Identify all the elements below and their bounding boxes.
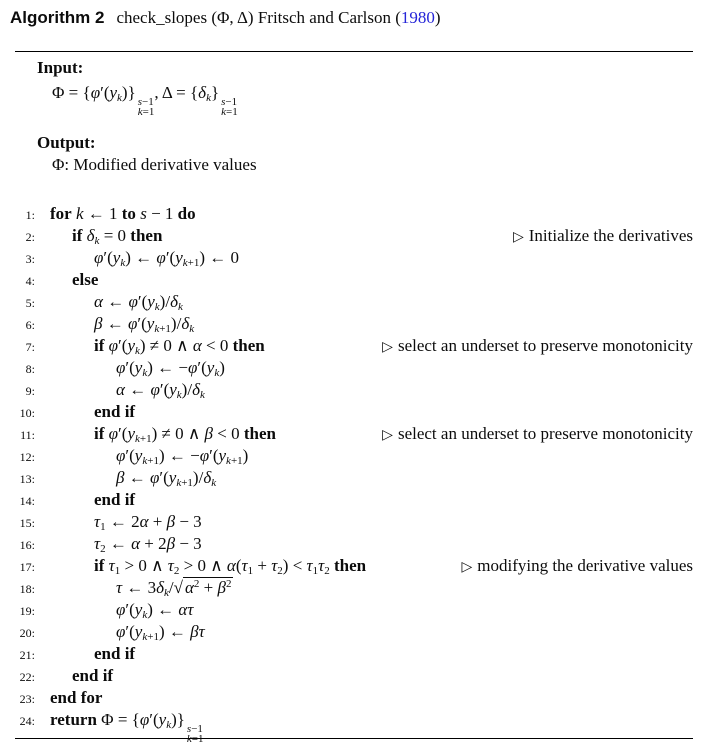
line-number: 2: [25,230,35,244]
code-statement: β ← $\varphi'(y_{k+1})/\delta_k$ [116,468,217,489]
code-statement: $\varphi'(y_k)$ ← $-\varphi'(y_k)$ [116,358,225,379]
comment-marker-icon: ▷ [512,229,524,245]
algorithm-title [116,8,440,27]
citation-link[interactable]: 1980 [400,8,435,27]
line-number: 18: [19,582,35,596]
preamble [15,52,693,176]
line-number: 14: [19,494,35,508]
code-statement: $\tau_1$ ← 2α + β − 3 [94,512,202,533]
code-statement: $\varphi'(y_{k+1})$ ← $-\varphi'(y_{k+1})$ [116,446,249,467]
comment-text: Initialize the derivatives [528,226,693,245]
code-statement: if $\delta_k = 0$ then [72,226,163,247]
code-statement: return $\Phi = \{\varphi'(y_k)\}$ s−1 k=1 [50,710,204,745]
code-line [15,467,693,489]
code-comment [451,555,693,578]
code-statement: $\varphi'(y_k)$ ← $\varphi'(y_{k+1})$ ← 0 [94,248,240,269]
code-statement: end if [94,644,136,663]
line-number: 21: [19,648,35,662]
input-declaration [15,57,693,117]
line-number: 12: [19,450,35,464]
code-comment [503,225,693,248]
input-value: $\Phi = \{\varphi'(y_k)\}$ s−1 k=1 , $\Delta = \{\delta_k\}$ s−1 k=1 [52,83,238,118]
output-label: Output: [37,133,96,152]
code-line [15,555,693,577]
code-statement: $\tau_2$ ← α + 2β − 3 [94,534,202,555]
code-line [15,533,693,555]
input-label: Input: [37,58,84,77]
code-statement: $\varphi'(y_k)$ ← ατ [116,600,194,621]
algorithm-title-text: check_slopes (Φ, Δ) Fritsch and Carlson ( [116,8,401,27]
code-line [15,489,693,511]
code-line [15,687,693,709]
code-line [15,247,693,269]
line-number: 11: [20,428,35,442]
code-statement: end if [94,402,136,421]
code-line [15,291,693,313]
line-number: 23: [19,692,35,706]
code-line [15,577,693,599]
code-line [15,665,693,687]
code-line [15,225,693,247]
line-number: 22: [19,670,35,684]
code-statement: τ ← $3\delta_k/√$ $\alpha^2 + \beta^2$ [116,578,232,599]
code-statement: end for [50,688,103,707]
code-comment [372,423,693,446]
line-number: 3: [25,252,35,266]
line-number: 8: [25,362,35,376]
comment-text: select an underset to preserve monotonicity [397,424,693,443]
line-number: 10: [19,406,35,420]
line-number: 13: [19,472,35,486]
code-statement: α ← $\varphi'(y_k)/\delta_k$ [116,380,205,401]
code-line [15,401,693,423]
comment-marker-icon: ▷ [461,559,473,575]
algorithm-label: Algorithm 2 [10,8,105,27]
code-line [15,621,693,643]
comment-marker-icon: ▷ [382,339,393,355]
code-statement: else [72,270,99,289]
code-line [15,357,693,379]
code-comment [372,335,693,358]
code-statement: $\varphi'(y_{k+1})$ ← βτ [116,622,205,643]
code-line [15,423,693,445]
code-statement: β ← $\varphi'(y_{k+1})/\delta_k$ [94,314,195,335]
line-number: 24: [19,714,35,728]
code-line [15,379,693,401]
line-number: 1: [25,208,35,222]
code-statement: if $\varphi'(y_{k+1}) \ne 0$ ∧ β < 0 then [94,424,276,445]
line-number: 5: [25,296,35,310]
comment-marker-icon: ▷ [382,427,393,443]
code-statement: if $\tau_1 > 0$ ∧ $\tau_2 > 0$ ∧ $\alpha(\tau_1 + \tau_2) < \tau_1\tau_2$ then [94,556,367,577]
code-line [15,203,693,225]
line-number: 7: [25,340,35,354]
line-number: 19: [19,604,35,618]
comment-text: select an underset to preserve monotonicity [397,336,693,355]
comment-text: modifying the derivative values [477,556,693,575]
code-line [15,445,693,467]
code-line [15,643,693,665]
algorithm-caption [10,0,693,28]
code-statement: for k ← 1 to s − 1 do [50,204,196,223]
line-number: 6: [25,318,35,332]
line-number: 16: [19,538,35,552]
line-number: 20: [19,626,35,640]
code-statement: end if [72,666,114,685]
code-line [15,335,693,357]
output-declaration [15,132,693,176]
line-number: 4: [25,274,35,288]
line-number: 9: [25,384,35,398]
citation-close-paren: ) [434,8,441,27]
code-line [15,269,693,291]
output-value: Φ: Modified derivative values [52,155,257,174]
code-statement: if $\varphi'(y_k) \ne 0$ ∧ α < 0 then [94,336,265,357]
line-number: 15: [19,516,35,530]
code-line [15,313,693,335]
code-statement: end if [94,490,136,509]
code-line [15,511,693,533]
line-number: 17: [19,560,35,574]
code-line [15,709,693,745]
code-statement: α ← $\varphi'(y_k)/\delta_k$ [94,292,183,313]
pseudocode-body [15,203,693,745]
code-line [15,599,693,621]
